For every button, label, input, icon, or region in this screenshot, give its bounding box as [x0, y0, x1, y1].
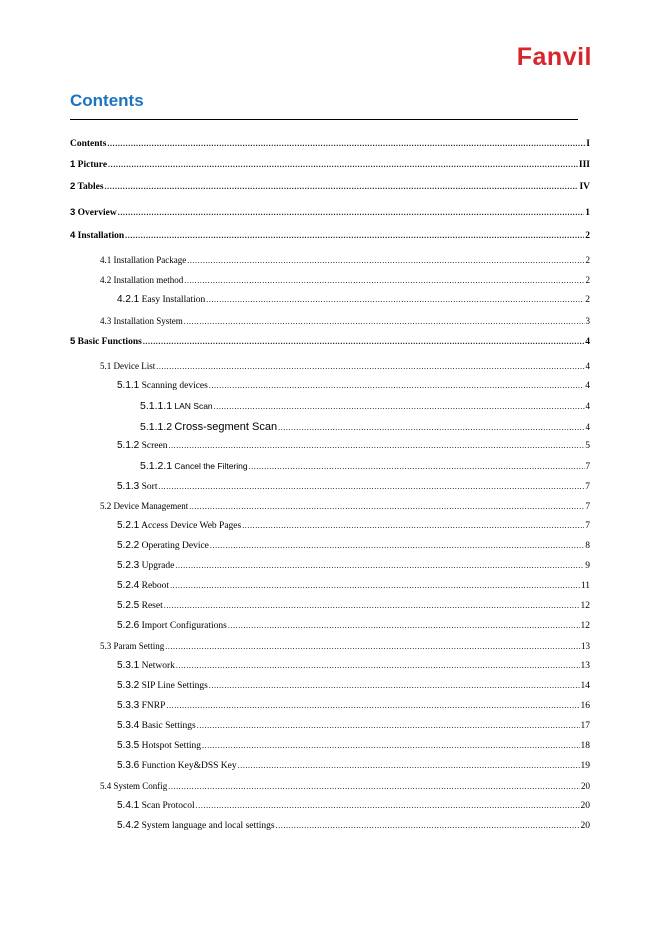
toc-dot-leader — [209, 380, 584, 392]
toc-page-number: 5 — [585, 441, 590, 451]
fanvil-logo — [517, 45, 592, 70]
toc-dot-leader — [249, 461, 585, 473]
toc-entry-label — [100, 315, 183, 327]
toc-entry-title: Sort — [141, 482, 158, 492]
toc-entry-number: 4.2.1 — [117, 294, 140, 305]
toc-entry[interactable] — [70, 820, 590, 832]
toc-entry-number: 5.1.1.2 — [140, 421, 173, 433]
toc-entry-title: Scan Protocol — [141, 801, 195, 811]
toc-entry-number: 5.1.1 — [117, 380, 140, 391]
toc-dot-leader — [184, 275, 584, 287]
toc-entry-label — [100, 640, 164, 652]
toc-entry-title: Upgrade — [141, 561, 175, 571]
page-title: Contents — [70, 91, 144, 110]
toc-entry-number: 5.2.4 — [117, 580, 140, 591]
toc-entry-number: 5.2.2 — [117, 540, 140, 551]
toc-dot-leader — [170, 580, 580, 592]
toc-entry-title: SIP Line Settings — [141, 681, 208, 691]
toc-entry-title: 4.2 Installation method — [100, 275, 184, 285]
toc-page-number: 7 — [585, 461, 590, 471]
toc-entry-label — [70, 159, 107, 171]
toc-entry-label — [140, 400, 213, 412]
toc-entry[interactable] — [70, 780, 590, 793]
toc-entry-label — [70, 181, 104, 193]
toc-dot-leader — [158, 481, 584, 493]
toc-dot-leader — [107, 138, 585, 150]
toc-entry-label — [100, 500, 188, 512]
toc-entry-label — [70, 138, 106, 150]
toc-entry[interactable] — [70, 660, 590, 672]
toc-entry[interactable] — [70, 760, 590, 772]
toc-dot-leader — [166, 700, 579, 712]
toc-page-number: III — [578, 160, 590, 170]
toc-entry-number: 5.1.2.1 — [140, 460, 173, 472]
toc-dot-leader — [242, 520, 584, 532]
toc-page-number: 2 — [585, 275, 590, 285]
toc-dot-leader — [184, 316, 585, 328]
toc-dot-leader — [176, 660, 580, 672]
toc-dot-leader — [143, 336, 584, 348]
toc-entry-title: Basic Settings — [141, 721, 196, 731]
toc-page-number: 9 — [585, 561, 590, 571]
toc-dot-leader — [276, 820, 580, 832]
toc-entry[interactable] — [70, 159, 590, 171]
toc-entry-title: Tables — [77, 182, 104, 192]
toc-entry-label — [117, 720, 196, 732]
toc-page-number: IV — [579, 182, 590, 192]
toc-page-number: 16 — [580, 701, 590, 711]
toc-entry[interactable] — [70, 600, 590, 612]
toc-entry[interactable] — [70, 181, 590, 193]
toc-entry-number: 4 — [70, 230, 76, 241]
toc-entry-label — [117, 481, 157, 493]
toc-entry[interactable] — [70, 230, 590, 242]
toc-entry-number: 5.4.1 — [117, 800, 140, 811]
toc-entry[interactable] — [70, 138, 590, 150]
toc-entry[interactable] — [70, 294, 590, 306]
toc-entry-number: 5.3.6 — [117, 760, 140, 771]
toc-entry-title: Basic Functions — [77, 337, 142, 347]
toc-entry[interactable] — [70, 500, 590, 513]
toc-page-number: 18 — [580, 741, 590, 751]
toc-dot-leader — [164, 600, 580, 612]
toc-entry-title: FNRP — [141, 701, 166, 711]
toc-entry-title: Reboot — [141, 581, 170, 591]
toc-entry-number: 5.2.6 — [117, 620, 140, 631]
toc-entry-label — [117, 600, 163, 612]
toc-entry-title: Easy Installation — [141, 295, 206, 305]
toc-entry-label — [100, 254, 186, 266]
toc-page-number: 11 — [580, 581, 590, 591]
toc-page-number: 12 — [580, 601, 590, 611]
toc-dot-leader — [156, 361, 584, 373]
title-divider — [70, 119, 578, 120]
toc-entry-title: Picture — [77, 160, 108, 170]
toc-dot-leader — [105, 181, 579, 193]
toc-entry-title: Installation — [77, 231, 125, 241]
toc-entry-number: 5.4.2 — [117, 820, 140, 831]
toc-page-number: 4 — [585, 422, 590, 432]
toc-entry[interactable] — [70, 640, 590, 653]
toc-entry-title: Reset — [141, 601, 163, 611]
toc-entry[interactable] — [70, 421, 590, 434]
toc-page-number: 8 — [585, 541, 590, 551]
toc-entry-title: Contents — [70, 139, 107, 149]
toc-entry-label — [117, 440, 167, 452]
toc-entry-number: 5.3.2 — [117, 680, 140, 691]
toc-page-number: 2 — [585, 295, 590, 305]
toc-entry[interactable] — [70, 580, 590, 592]
toc-entry-number: 5.2.5 — [117, 600, 140, 611]
toc-entry-label — [117, 520, 241, 532]
toc-entry[interactable] — [70, 274, 590, 287]
toc-entry[interactable] — [70, 700, 590, 712]
toc-page-number: 2 — [585, 231, 590, 241]
toc-entry-title: 4.3 Installation System — [100, 316, 183, 326]
toc-page-number: 7 — [585, 501, 590, 511]
toc-entry-number: 5.3.3 — [117, 700, 140, 711]
toc-entry[interactable] — [70, 360, 590, 373]
toc-entry-title: Hotspot Setting — [141, 741, 202, 751]
toc-entry-label — [140, 460, 248, 472]
toc-entry[interactable] — [70, 740, 590, 752]
toc-entry-number: 2 — [70, 181, 76, 192]
toc-entry-title: 5.3 Param Setting — [100, 641, 165, 651]
toc-page-number: 17 — [580, 721, 590, 731]
toc-entry[interactable] — [70, 800, 590, 812]
toc-entry-label — [117, 820, 275, 832]
toc-entry-label — [100, 360, 155, 372]
toc-entry[interactable] — [70, 680, 590, 692]
toc-entry-title: Function Key&DSS Key — [141, 761, 237, 771]
toc-page-number: 4 — [585, 361, 590, 371]
toc-dot-leader — [168, 781, 580, 793]
toc-page-number: 3 — [585, 316, 590, 326]
toc-page-number: 12 — [580, 621, 590, 631]
toc-entry-label — [117, 660, 175, 672]
toc-entry-number: 3 — [70, 207, 76, 218]
toc-entry-label — [117, 740, 201, 752]
toc-entry-number: 5.3.4 — [117, 720, 140, 731]
toc-dot-leader — [108, 159, 578, 171]
toc-entry-title: Cancel the Filtering — [174, 461, 248, 471]
toc-entry-title: Import Configurations — [141, 621, 227, 631]
toc-dot-leader — [175, 560, 584, 572]
toc-entry-number: 5.3.5 — [117, 740, 140, 751]
toc-dot-leader — [118, 207, 585, 219]
toc-page-number: 20 — [580, 821, 590, 831]
toc-entry-label — [117, 700, 165, 712]
toc-entry-label — [117, 800, 195, 812]
toc-entry-label — [117, 620, 227, 632]
toc-dot-leader — [168, 440, 584, 452]
toc-dot-leader — [165, 641, 580, 653]
toc-entry-label — [117, 760, 237, 772]
toc-entry-title: 4.1 Installation Package — [100, 255, 187, 265]
toc-entry[interactable] — [70, 481, 590, 493]
toc-page-number: 20 — [581, 781, 590, 791]
toc-page-number: I — [586, 139, 590, 149]
toc-page-number: 13 — [581, 641, 590, 651]
toc-entry[interactable] — [70, 460, 590, 473]
toc-entry-label — [70, 336, 142, 348]
toc-page-number: 7 — [585, 482, 590, 492]
toc-entry-number: 1 — [70, 159, 76, 170]
toc-entry-title: 5.4 System Config — [100, 781, 168, 791]
toc-entry-title: Screen — [141, 441, 168, 451]
toc-entry[interactable] — [70, 520, 590, 532]
toc-entry-number: 5.2.3 — [117, 560, 140, 571]
toc-entry[interactable] — [70, 440, 590, 452]
toc-entry-title: 5.1 Device List — [100, 361, 156, 371]
toc-entry-number: 5 — [70, 336, 76, 347]
toc-entry-number: 5.1.1.1 — [140, 400, 173, 412]
toc-entry[interactable] — [70, 336, 590, 348]
toc-dot-leader — [206, 294, 584, 306]
toc-entry[interactable] — [70, 207, 590, 219]
toc-dot-leader — [209, 680, 580, 692]
toc-dot-leader — [125, 230, 584, 242]
toc-entry-title: 5.2 Device Management — [100, 501, 189, 511]
toc-entry-label — [70, 207, 117, 219]
toc-page-number: 19 — [580, 761, 590, 771]
toc-entry-number: 5.3.1 — [117, 660, 140, 671]
toc-entry[interactable] — [70, 254, 590, 267]
toc-entry[interactable] — [70, 380, 590, 392]
toc-dot-leader — [196, 800, 580, 812]
toc-entry[interactable] — [70, 315, 590, 328]
toc-page-number: 4 — [585, 401, 590, 411]
toc-entry-label — [117, 380, 208, 392]
toc-entry-label — [70, 230, 124, 242]
toc-dot-leader — [202, 740, 579, 752]
toc-page-number: 13 — [580, 661, 590, 671]
toc-entry-title: System language and local settings — [141, 821, 275, 831]
toc-entry-title: Scanning devices — [141, 381, 208, 391]
toc-page-number: 4 — [585, 337, 590, 347]
toc-entry-label — [117, 540, 209, 552]
toc-dot-leader — [187, 255, 584, 267]
toc-entry-title: LAN Scan — [174, 401, 213, 411]
toc-page-number: 7 — [585, 521, 590, 531]
toc-dot-leader — [238, 760, 580, 772]
toc-entry-label — [100, 274, 183, 286]
toc-entry-label — [117, 580, 169, 592]
toc-page-number: 2 — [585, 255, 590, 265]
toc-entry-label — [117, 680, 208, 692]
toc-entry-number: 5.2.1 — [117, 520, 140, 531]
toc-entry-label — [140, 421, 277, 433]
toc-entry[interactable] — [70, 620, 590, 632]
toc-page-number: 14 — [580, 681, 590, 691]
toc-entry-title: Cross-segment Scan — [174, 421, 278, 433]
logo-text: Fanvil — [516, 43, 592, 71]
toc-entry-number: 5.1.2 — [117, 440, 140, 451]
toc-page-number: 1 — [585, 208, 590, 218]
toc-dot-leader — [278, 422, 584, 434]
toc-entry-title: Network — [141, 661, 175, 671]
toc-entry-number: 5.1.3 — [117, 481, 140, 492]
toc-page-number: 20 — [580, 801, 590, 811]
toc-entry-label — [100, 780, 167, 792]
toc-page-number: 4 — [585, 381, 590, 391]
toc-entry-title: Operating Device — [141, 541, 209, 551]
toc-entry[interactable] — [70, 400, 590, 413]
toc-dot-leader — [189, 501, 584, 513]
toc-entry[interactable] — [70, 720, 590, 732]
toc-entry-label — [117, 560, 174, 572]
toc-entry-title: Overview — [77, 208, 117, 218]
toc-dot-leader — [214, 401, 585, 413]
toc-entry-title: Access Device Web Pages — [141, 521, 242, 531]
toc-dot-leader — [210, 540, 584, 552]
toc-dot-leader — [228, 620, 580, 632]
toc-entry[interactable] — [70, 560, 590, 572]
toc-dot-leader — [197, 720, 580, 732]
toc-entry[interactable] — [70, 540, 590, 552]
toc-entry-label — [117, 294, 205, 306]
